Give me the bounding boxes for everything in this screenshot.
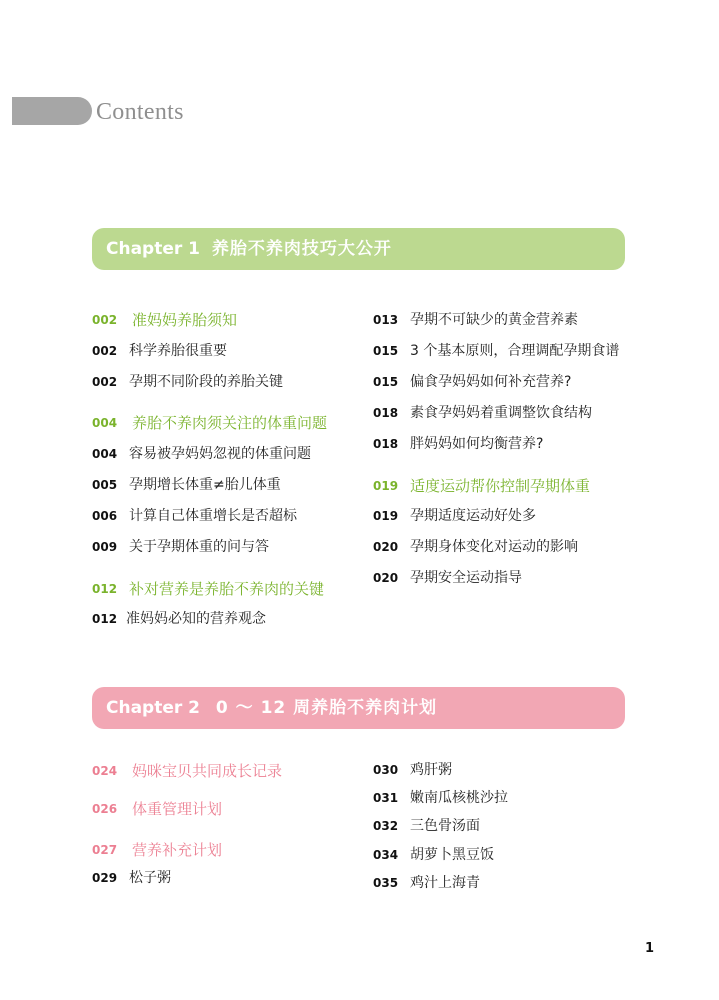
toc-item-title: 孕期适度运动好处多: [410, 508, 536, 524]
toc-item-title: 孕期身体变化对运动的影响: [410, 539, 578, 555]
toc-section-title: 补对营养是养胎不养肉的关键: [129, 580, 325, 598]
page-number-label: 030: [373, 763, 399, 777]
contents-header-bar: [12, 97, 92, 125]
page-number-label: 019: [373, 509, 399, 523]
toc-item-title: 胡萝卜黑豆饭: [410, 847, 494, 863]
page-number-label: 029: [92, 871, 118, 885]
toc-item-title: 孕期不可缺少的黄金营养素: [410, 312, 578, 328]
toc-item-title: 关于孕期体重的问与答: [129, 539, 269, 555]
toc-section-title: 养胎不养肉须关注的体重问题: [132, 414, 328, 432]
toc-item-title: 科学养胎很重要: [129, 343, 227, 359]
chapter-1-banner: [92, 228, 625, 270]
page-number-label: 015: [373, 375, 399, 389]
page-number-label: 004: [92, 447, 118, 461]
page-number-label: 035: [373, 876, 399, 890]
toc-item-title: 嫩南瓜核桃沙拉: [410, 790, 508, 806]
toc-item-title: 容易被孕妈妈忽视的体重问题: [129, 446, 311, 462]
page-number-label: 019: [373, 479, 399, 493]
page-number-label: 034: [373, 848, 399, 862]
page-number-label: 002: [92, 344, 118, 358]
page-number-label: 009: [92, 540, 118, 554]
page-number-label: 012: [92, 582, 118, 596]
toc-item-title: 孕期不同阶段的养胎关键: [129, 374, 283, 390]
toc-section-title: 体重管理计划: [132, 800, 223, 818]
chapter-2-title: 0 ～ 12 周养胎不养肉计划: [215, 698, 438, 718]
toc-item-title: 鸡肝粥: [410, 762, 452, 778]
chapter-1-label: Chapter 1: [106, 239, 201, 259]
page-number-label: 002: [92, 375, 118, 389]
toc-item-title: 孕期安全运动指导: [410, 570, 522, 586]
page-number-label: 018: [373, 406, 399, 420]
toc-item-title: 计算自己体重增长是否超标: [129, 508, 297, 524]
toc-section-title: 营养补充计划: [132, 841, 223, 859]
page-number-label: 020: [373, 540, 399, 554]
page-number-label: 013: [373, 313, 399, 327]
toc-section-title: 适度运动帮你控制孕期体重: [410, 477, 591, 495]
toc-section-title: 妈咪宝贝共同成长记录: [132, 762, 283, 780]
page-number-label: 024: [92, 764, 118, 778]
toc-item-title: 素食孕妈妈着重调整饮食结构: [410, 405, 592, 421]
page-number-label: 004: [92, 416, 118, 430]
toc-item-title: 鸡汁上海青: [410, 875, 480, 891]
page-number-label: 026: [92, 802, 118, 816]
toc-item-title: 偏食孕妈妈如何补充营养?: [410, 374, 572, 390]
toc-item-title: 准妈妈必知的营养观念: [126, 611, 266, 627]
page-number-label: 012: [92, 612, 118, 626]
page-number-label: 015: [373, 344, 399, 358]
page-number-label: 020: [373, 571, 399, 585]
page-number-label: 018: [373, 437, 399, 451]
toc-item-title: 3 个基本原则，合理调配孕期食谱: [410, 343, 620, 359]
toc-item-title: 松子粥: [129, 870, 171, 886]
page-number-label: 032: [373, 819, 399, 833]
toc-item-title: 胖妈妈如何均衡营养?: [410, 436, 544, 452]
page-number: 1: [645, 941, 655, 956]
page-number-label: 031: [373, 791, 399, 805]
contents-title: Contents: [96, 99, 184, 125]
toc-item-title: 三色骨汤面: [410, 818, 480, 834]
toc-section-title: 准妈妈养胎须知: [132, 311, 238, 329]
page-number-label: 005: [92, 478, 118, 492]
toc-item-title: 孕期增长体重≠胎儿体重: [129, 477, 281, 493]
page-number-label: 002: [92, 313, 118, 327]
chapter-2-banner: [92, 687, 625, 729]
chapter-1-title: 养胎不养肉技巧大公开: [211, 239, 392, 259]
page-number-label: 027: [92, 843, 118, 857]
chapter-2-label: Chapter 2: [106, 698, 201, 718]
page-number-label: 006: [92, 509, 118, 523]
